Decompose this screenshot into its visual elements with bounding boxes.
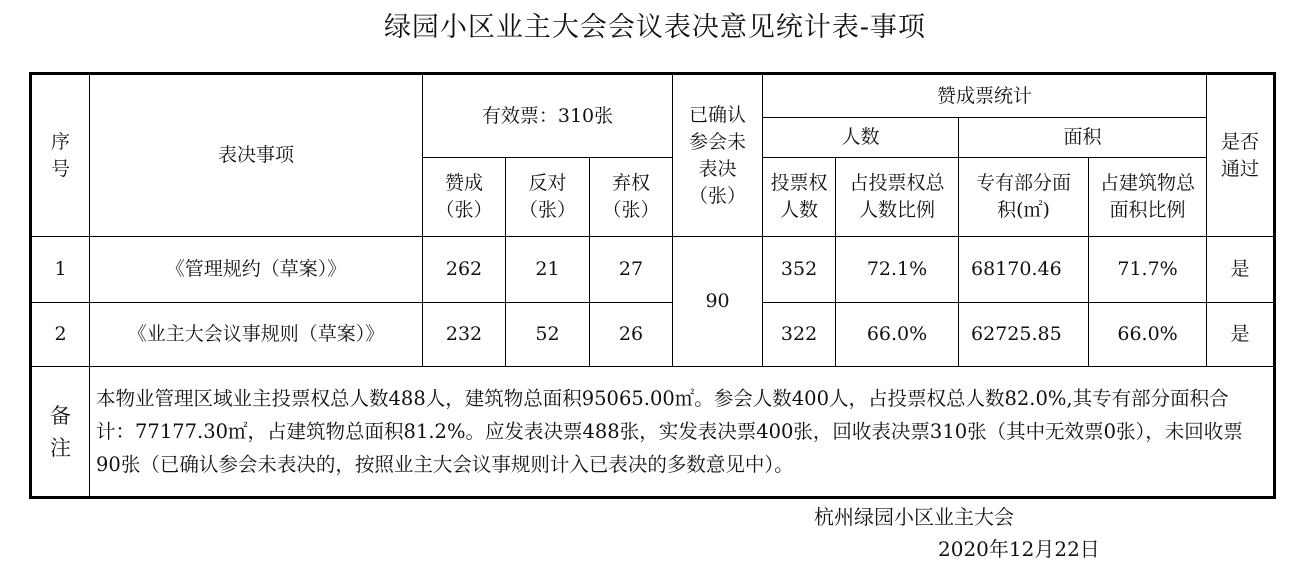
- header-abstain: 弃权 （张）: [590, 158, 673, 237]
- header-item: 表决事项: [90, 74, 423, 237]
- row-approve: 232: [423, 303, 506, 367]
- note-text: 本物业管理区域业主投票权总人数488人，建筑物总面积95065.00㎡。参会人数400人，占投票权总人数82.0%,其专有部分面积合计：77177.30㎡，占建筑物总面积81.2%。应发表决票488张，实发表决票400张，回收表决票310张（其中无效票0张），未回收票90张（已确认参会未表决的，按照业主大会议事规则计入已表决的多数意见中）。: [90, 367, 1275, 498]
- vote-statistics-table: [29, 72, 1276, 499]
- row-seq: 1: [31, 237, 90, 303]
- row-abstain: 26: [590, 303, 673, 367]
- header-area: 面积: [959, 118, 1207, 158]
- row-approve: 262: [423, 237, 506, 303]
- row-item: 《管理规约（草案）》: [90, 237, 423, 303]
- row-abstain: 27: [590, 237, 673, 303]
- header-approve-stats: 赞成票统计: [763, 74, 1207, 118]
- header-seq: 序 号: [31, 74, 90, 237]
- header-valid-votes: 有效票：310张: [423, 74, 673, 158]
- row-area: 62725.85: [959, 303, 1089, 367]
- confirmed-absent-value: 90: [673, 237, 763, 367]
- header-passed: 是否 通过: [1207, 74, 1275, 237]
- page-title: 绿园小区业主大会会议表决意见统计表-事项: [383, 12, 927, 43]
- header-oppose: 反对 （张）: [506, 158, 590, 237]
- header-people-count: 人数: [763, 118, 959, 158]
- row-area-ratio: 71.7%: [1089, 237, 1207, 303]
- row-area-ratio: 66.0%: [1089, 303, 1207, 367]
- note-label: 备 注: [31, 367, 90, 498]
- header-exclusive-area: 专有部分面 积(㎡): [959, 158, 1089, 237]
- row-passed: 是: [1207, 237, 1275, 303]
- footer-date: 2020年12月22日: [938, 537, 1100, 561]
- row-oppose: 52: [506, 303, 590, 367]
- row-passed: 是: [1207, 303, 1275, 367]
- row-people-ratio: 72.1%: [836, 237, 959, 303]
- header-confirmed-absent: 已确认 参会未 表决 （张）: [673, 74, 763, 237]
- table-row: [31, 303, 1275, 367]
- row-item: 《业主大会议事规则（草案）》: [90, 303, 423, 367]
- row-oppose: 21: [506, 237, 590, 303]
- header-people-ratio: 占投票权总 人数比例: [836, 158, 959, 237]
- row-area: 68170.46: [959, 237, 1089, 303]
- row-people: 322: [763, 303, 836, 367]
- row-people-ratio: 66.0%: [836, 303, 959, 367]
- header-voting-right-people: 投票权 人数: [763, 158, 836, 237]
- header-area-ratio: 占建筑物总 面积比例: [1089, 158, 1207, 237]
- header-approve: 赞成 （张）: [423, 158, 506, 237]
- row-seq: 2: [31, 303, 90, 367]
- table-row: [31, 237, 1275, 303]
- footer-organization: 杭州绿园小区业主大会: [814, 505, 1014, 529]
- row-people: 352: [763, 237, 836, 303]
